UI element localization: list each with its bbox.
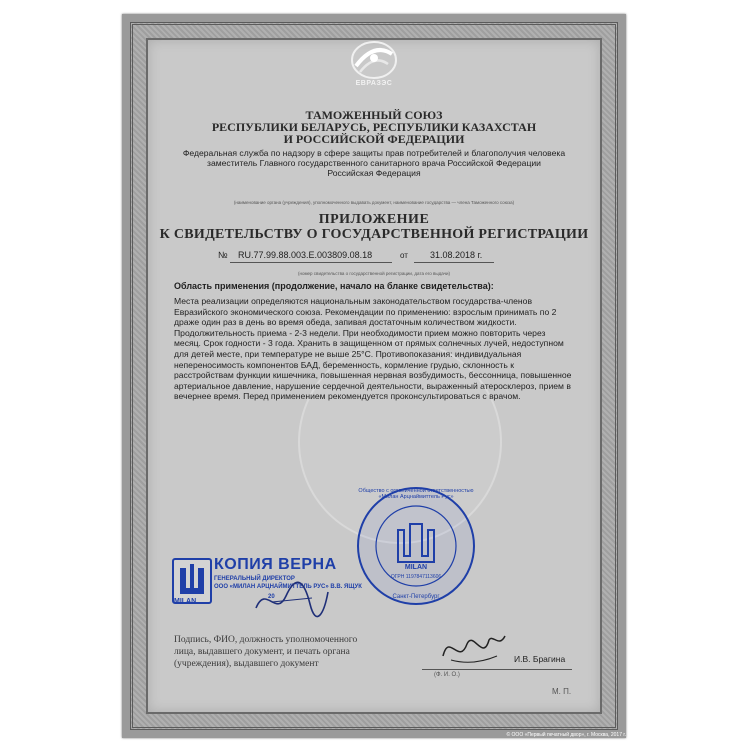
union-line-1: ТАМОЖЕННЫЙ СОЮЗ [305,108,443,122]
signature-director [252,574,332,624]
signature-underline [422,669,572,670]
document-subtitle: К СВИДЕТЕЛЬСТВУ О ГОСУДАРСТВЕННОЙ РЕГИСТРАЦИИ [159,227,589,242]
footer-caption: Подпись, ФИО, должность уполномоченного лица, выдавшего документ, и печать органа (учреждения), выдавшего документ [174,635,358,669]
number-underline [230,262,392,263]
agency-line-1: Федеральная служба по надзору в сфере защиты прав потребителей и благополучия человека [182,148,566,158]
copy-stamp-title: КОПИЯ ВЕРНА [214,556,337,573]
union-line-2: РЕСПУБЛИКИ БЕЛАРУСЬ, РЕСПУБЛИКИ КАЗАХСТАН [211,120,537,134]
section-text: Места реализации определяются национальным законодательством государства-членов Евразийского экономического союза. Рекомендации по применению: взрослым принимать по 2 драже один раз в день во время обеда, запивая достаточным количеством жидкости. Продолжительность приема - 2-3 недели. При необходимости прием можно повторить через месяц. Срок годности - 3 года. Хранить в защищенном от прямых солнечных лучей, недоступном для детей месте, при температуре не выше 25°С. Противопоказания: индивидуальная непереносимость компонентов БАД, беременность, кормление грудью, склонность к расстройствам функции кишечника, повышенная нервная возбудимость, бессонница, повышенное артериальное давление, нарушение сердечной деятельности, выраженный атеросклероз, прием в вечернее время. Перед применением рекомендуется проконсультироваться с врачом. [174,296,572,402]
registration-number: RU.77.99.88.003.Е.003809.08.18 [238,250,373,260]
number-caption: (номер свидетельства о государственной регистрации, дата его выдачи) [297,271,451,276]
issuing-agency [122,148,626,178]
round-stamp-seal [354,484,478,608]
document-title: ПРИЛОЖЕНИЕ [318,212,430,227]
date-prefix: от [400,251,408,260]
milan-logo-glyph [174,560,210,602]
round-stamp-ogrn: ОГРН 1197847113606 [390,574,442,580]
certificate-sheet [122,14,626,738]
date-underline [414,262,494,263]
fio-caption: (Ф. И. О.) [434,672,460,678]
agency-line-2: заместитель Главного государственного санитарного врача Российской Федерации [207,158,541,168]
round-stamp-city: Санкт-Петербург [392,594,440,600]
union-title [122,109,626,145]
stamp-place-caption: М. П. [552,687,572,696]
round-stamp-ring-text: Общество с ограниченной ответственностью «Милан Арцнаймиттель Рус» [358,488,474,500]
printer-credit: © ООО «Первый печатный двор», г. Москва, 2017 г. [506,732,626,738]
registration-date: 31.08.2018 г. [430,250,483,260]
copy-stamp-line-2: ООО «МИЛАН АРЦНАЙМИТТЕЛЬ РУС» В.В. ЯЩУК [214,584,362,590]
copy-stamp-logo-word: MILAN [174,598,197,605]
number-prefix: № [218,250,228,260]
round-stamp [354,484,478,608]
copy-stamp-year: 20 [268,594,275,600]
section-heading: Область применения (продолжение, начало на бланке свидетельства): [174,281,494,291]
signer-name: И.В. Брагина [514,654,566,664]
authority-caption: (наименование органа (учреждения), уполномоченного выдавать документ, наименование государства — члена Таможенного союза) [233,200,515,205]
signature-official [437,626,509,672]
agency-line-3: Российская Федерация [327,168,421,178]
copy-stamp-line-1: ГЕНЕРАЛЬНЫЙ ДИРЕКТОР [214,576,295,582]
emblem-label: ЕВРАЗЭС [355,80,393,87]
round-stamp-center-word: MILAN [404,564,428,571]
union-line-3: И РОССИЙСКОЙ ФЕДЕРАЦИИ [283,132,465,146]
